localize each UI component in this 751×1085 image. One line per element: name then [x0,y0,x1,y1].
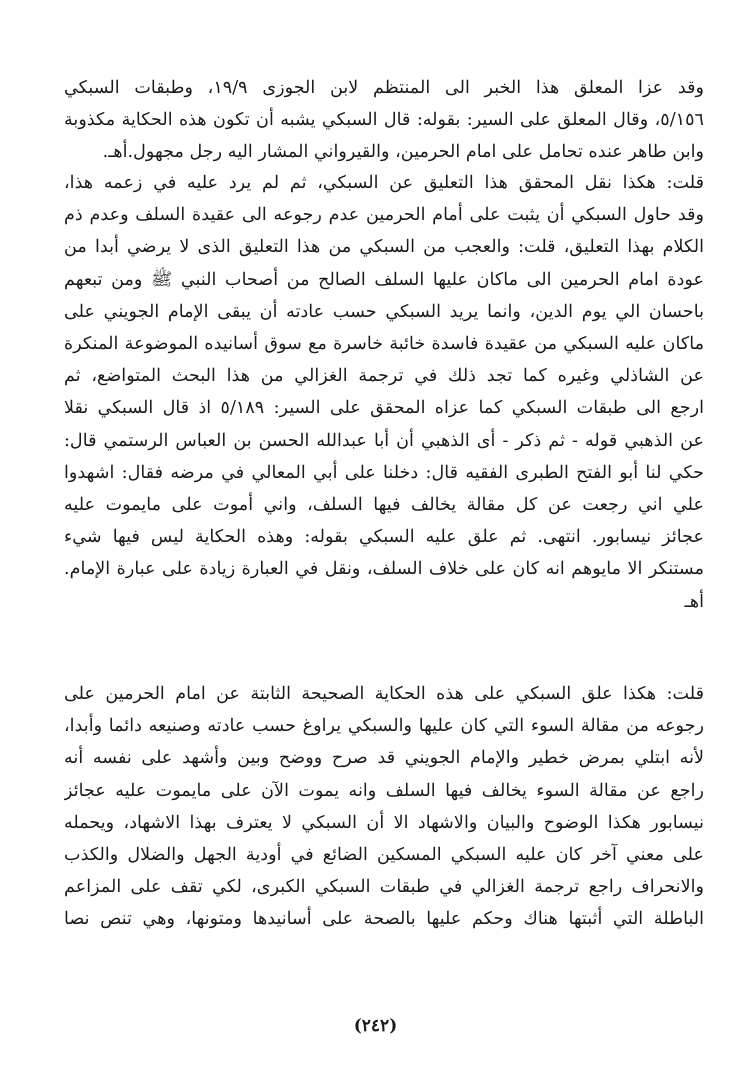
text-line: ماكان عليه السبكي من عقيدة فاسدة خائبة خاسرة مع سوق أسانيده الموضوعة المنكرة [64,334,704,355]
text-line: قلت: هكذا علق السبكي على هذه الحكاية الصحيحة الثابتة عن امام الحرمين على [64,684,704,704]
text-line: علي اني رجعت عن كل مقالة يخالف فيها السلف، واني أموت على مايموت عليه [64,495,704,516]
text-line: لأنه ابتلي بمرض خطير والإمام الجويني قد صرح ووضح وبين وأشهد على نفسه أنه [64,748,704,769]
text-line: وقد حاول السبكي أن يثبت على أمام الحرمين عدم رجوعه الى عقيدة السلف وعدم ذم [64,205,704,226]
text-line: ارجع الى طبقات السبكي كما عزاه المحقق على السير: ٥/١٨٩ اذ قال السبكي نقلا [64,398,704,419]
text-line: عودة امام الحرمين الى ماكان عليها السلف الصالح من أصحاب النبي ﷺ ومن تبعهم [64,269,704,290]
text-line: الكلام بهذا التعليق، قلت: والعجب من السبكي من هذا التعليق الذى لا يرضي أبدا من [64,237,704,258]
text-line: باحسان الي يوم الدين، وانما يريد السبكي حسب عادته أن يبقى الإمام الجويني على [64,301,704,322]
text-line: الباطلة التي أثبتها هناك وحكم عليها بالصحة على أسانيدها ومتونها، وهي تنص نصا [64,909,704,930]
text-line: أهـ [684,591,704,612]
text-line: حكي لنا أبو الفتح الطبرى الفقيه قال: دخلنا على أبي المعالي في مرضه فقال: اشهدوا [64,462,704,483]
text-line: مستنكر الا مايوهم انه كان على خلاف السلف، ونقل في العبارة زيادة على عبارة الإمام. [64,559,704,580]
paragraph-3 [64,678,704,936]
text-line: على معني آخر كان عليه السبكي المسكين الضائع في أودية الجهل والضلال والكذب [64,845,704,866]
text-line: ٥/١٥٦، وقال المعلق على السير: بقوله: قال السبكي يشبه أن تكون هذه الحكاية مكذوبة [64,110,704,131]
text-line: وقد عزا المعلق هذا الخبر الى المنتظم لابن الجوزى ١٩/٩، وطبقات السبكي [64,78,704,98]
text-line: قلت: هكذا نقل المحقق هذا التعليق عن السبكي، ثم لم يرد عليه في زعمه هذا، [64,173,704,193]
text-line: عن الذهبي قوله - ثم ذكر - أى الذهبي أن أبا عبدالله الحسن بن العباس الرستمي قال: [64,430,704,451]
text-line: وابن طاهر عنده تحامل على امام الحرمين، والقيرواني المشار اليه رجل مجهول.أهـ. [102,142,704,163]
text-line: راجع عن مقالة السوء يخالف فيها السلف وانه يموت الآن على مايموت عليه عجائز [64,780,704,801]
page-number: (٢٤٢) [353,1016,398,1036]
paragraph-2 [64,167,704,618]
text-line: عن الشاذلي وغيره كما تجد ذلك في ترجمة الغزالي من هذا البحث المتواضع، ثم [64,366,704,387]
paragraph-1 [64,72,704,169]
text-line: والانحراف راجع ترجمة الغزالي في طبقات السبكي الكبرى، لكي تقف على المزاعم [64,877,704,898]
text-line: نيسابور هكذا الوضوح والبيان والاشهاد الا أن السبكي لا يعترف بهذا الاشهاد، ويحمله [64,812,704,833]
text-line: رجوعه من مقالة السوء التي كان عليها والسبكي يراوغ حسب عادته وصنيعه دائما وأبدا، [64,716,704,737]
text-line: عجائز نيسابور. انتهى. ثم علق عليه السبكي بقوله: وهذه الحكاية ليس فيها شيء [64,527,704,548]
